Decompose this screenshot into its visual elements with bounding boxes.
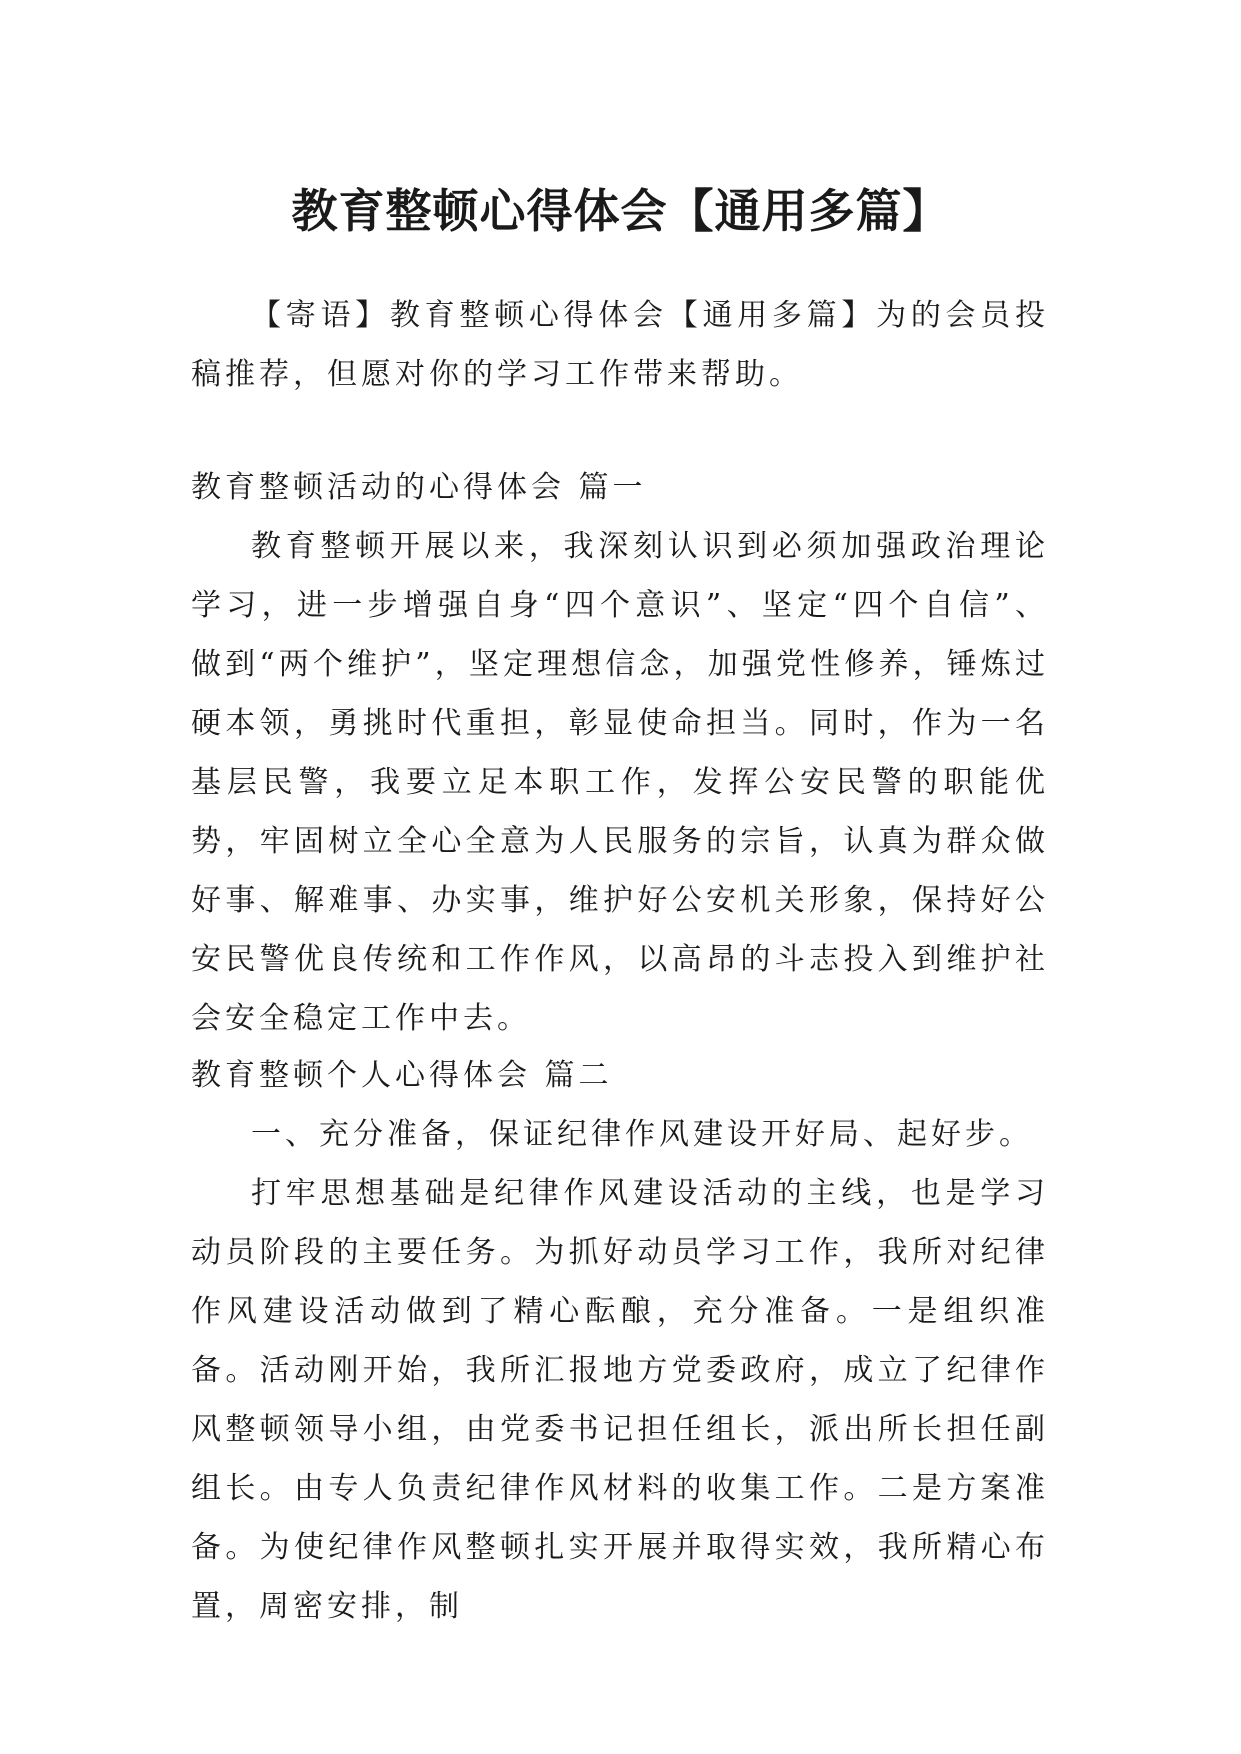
section-paragraph: 教育整顿开展以来，我深刻认识到必须加强政治理论学习，进一步增强自身“四个意识”、坚定“四个自信”、做到“两个维护”，坚定理想信念，加强党性修养，锤炼过硬本领，勇挑时代重担，彰显使命担当。同时，作为一名基层民警，我要立足本职工作，发挥公安民警的职能优势，牢固树立全心全意为人民服务的宗旨，认真为群众做好事、解难事、办实事，维护好公安机关形象，保持好公安民警优良传统和工作作风，以高昂的斗志投入到维护社会安全稳定工作中去。 [191,529,1049,1036]
section-paragraph: 一、充分准备，保证纪律作风建设开好局、起好步。 [251,1117,1033,1152]
section-heading: 教育整顿活动的心得体会 篇一 [191,470,647,505]
section-2 [191,1046,1049,1636]
intro-paragraph: 【寄语】教育整顿心得体会【通用多篇】为的会员投稿推荐，但愿对你的学习工作带来帮助。 [191,298,1049,392]
document-title: 教育整顿心得体会【通用多篇】 [291,183,950,238]
intro-block [191,286,1049,404]
section-1 [191,458,1049,1048]
section-heading: 教育整顿个人心得体会 篇二 [191,1058,613,1093]
section-paragraph: 打牢思想基础是纪律作风建设活动的主线，也是学习动员阶段的主要任务。为抓好动员学习工作，我所对纪律作风建设活动做到了精心酝酿，充分准备。一是组织准备。活动刚开始，我所汇报地方党委政府，成立了纪律作风整顿领导小组，由党委书记担任组长，派出所长担任副组长。由专人负责纪律作风材料的收集工作。二是方案准备。为使纪律作风整顿扎实开展并取得实效，我所精心布置，周密安排，制 [191,1176,1049,1624]
